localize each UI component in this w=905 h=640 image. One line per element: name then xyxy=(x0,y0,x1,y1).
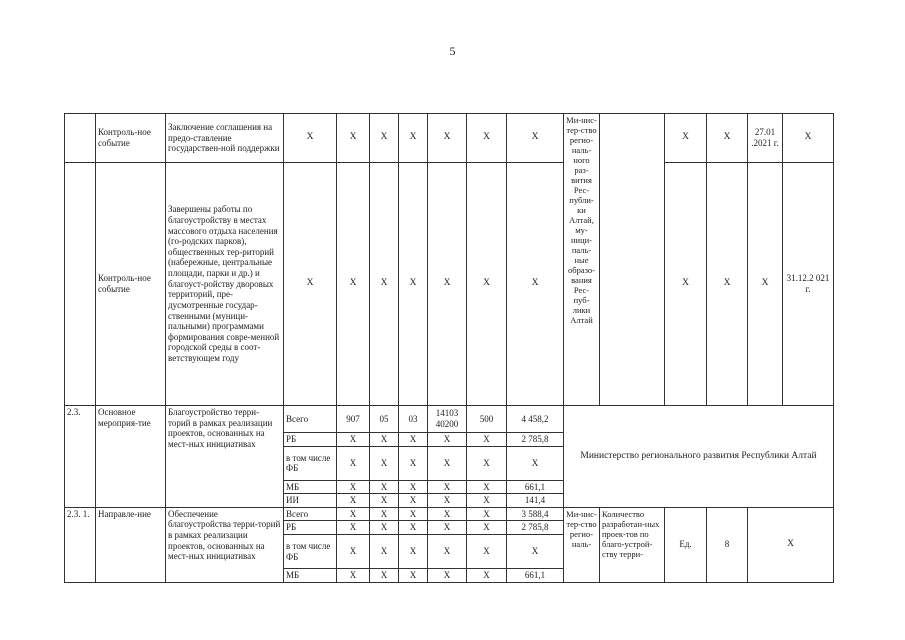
fin-source-cell: РБ xyxy=(284,521,337,535)
x-cell: X xyxy=(399,114,428,163)
fin-sum-cell: X xyxy=(507,446,564,480)
fin-code-cell: X xyxy=(399,494,428,508)
table-row xyxy=(65,406,834,433)
fin-source-cell: ИИ xyxy=(284,494,337,508)
fin-sum-cell: X xyxy=(507,535,564,569)
x-cell: X xyxy=(467,114,507,163)
program-table xyxy=(64,113,834,583)
fin-sum-cell: 141,4 xyxy=(507,494,564,508)
fin-code-cell: X xyxy=(428,494,467,508)
fin-code-cell: X xyxy=(399,446,428,480)
x-cell: X xyxy=(707,114,748,163)
x-cell: X xyxy=(748,163,783,406)
fin-code-cell: 03 xyxy=(399,406,428,433)
x-cell: X xyxy=(783,114,834,163)
fin-code-cell: X xyxy=(399,535,428,569)
fin-code-cell: X xyxy=(428,569,467,583)
date-cell: 27.01 .2021 г. xyxy=(748,114,783,163)
fin-code-cell: X xyxy=(428,480,467,494)
x-cell: X xyxy=(428,163,467,406)
fin-code-cell: X xyxy=(370,494,399,508)
fin-source-cell: Всего xyxy=(284,507,337,521)
fin-code-cell: X xyxy=(467,433,507,447)
fin-source-cell: МБ xyxy=(284,480,337,494)
fin-code-cell: X xyxy=(337,433,370,447)
fin-code-cell: X xyxy=(467,446,507,480)
indicator-cell: Количество разработан-ных проек-тов по благо-устрой-ству терри- xyxy=(600,507,665,582)
fin-code-cell: X xyxy=(337,535,370,569)
fin-code-cell: X xyxy=(370,433,399,447)
executor-vertical-cell: Ми-нис-тер-ство регио-наль- xyxy=(564,507,600,582)
row-type-cell: Контроль-ное событие xyxy=(96,114,166,163)
fin-code-cell: X xyxy=(337,480,370,494)
x-cell: X xyxy=(284,163,337,406)
row-text-cell: Заключение соглашения на предо-ставление государствен-ной поддержки xyxy=(166,114,284,163)
row-text-cell: Обеспечение благоустройства терри-торий в рамках реализации проектов, основанных на мест-ных инициативах xyxy=(166,507,284,582)
x-cell: X xyxy=(337,163,370,406)
fin-code-cell: X xyxy=(467,507,507,521)
fin-source-cell: в том числе ФБ xyxy=(284,535,337,569)
fin-code-cell: X xyxy=(370,569,399,583)
x-cell: X xyxy=(665,114,707,163)
row-text-cell: Завершены работы по благоустройству в местах массового отдыха населения (го-родских парков), общественных тер-риторий (набережные, центральные площади, парки и др.) и благоуст-ройству дворовых территорий, пре-дусмотренные государ-ственными (муници-пальными) программами формирования совре-менной городской среды в соот-ветствующем году xyxy=(166,163,284,406)
fin-code-cell: X xyxy=(370,507,399,521)
fin-code-cell: X xyxy=(399,433,428,447)
table-row xyxy=(65,114,834,163)
page-number: 5 xyxy=(449,44,456,58)
row-text-cell: Благоустройство терри-торий в рамках реализации проектов, основанных на мест-ных инициативах xyxy=(166,406,284,508)
row-type-cell: Направле-ние xyxy=(96,507,166,582)
fin-code-cell: X xyxy=(467,494,507,508)
fin-code-cell: 500 xyxy=(467,406,507,433)
unit-cell: Ед. xyxy=(665,507,707,582)
x-cell: X xyxy=(399,163,428,406)
fin-code-cell: 14103 40200 xyxy=(428,406,467,433)
num-cell: 2.3. 1. xyxy=(65,507,96,582)
date-cell: 31.12.2 021 г. xyxy=(783,163,834,406)
fin-code-cell: X xyxy=(399,480,428,494)
fin-source-cell: в том числе ФБ xyxy=(284,446,337,480)
x-cell: X xyxy=(665,163,707,406)
x-cell: X xyxy=(370,114,399,163)
fin-sum-cell: 661,1 xyxy=(507,480,564,494)
value-cell: 8 xyxy=(707,507,748,582)
fin-code-cell: X xyxy=(428,535,467,569)
table-row xyxy=(65,507,834,521)
fin-code-cell: X xyxy=(337,507,370,521)
x-cell: X xyxy=(337,114,370,163)
fin-code-cell: X xyxy=(467,521,507,535)
fin-code-cell: X xyxy=(428,446,467,480)
x-cell: X xyxy=(284,114,337,163)
fin-code-cell: X xyxy=(337,446,370,480)
fin-source-cell: МБ xyxy=(284,569,337,583)
fin-sum-cell: 2 785,8 xyxy=(507,433,564,447)
x-cell: X xyxy=(370,163,399,406)
x-cell: X xyxy=(428,114,467,163)
num-cell: 2.3. xyxy=(65,406,96,508)
row-type-cell: Основное мероприя-тие xyxy=(96,406,166,508)
fin-source-cell: РБ xyxy=(284,433,337,447)
fin-sum-cell: 4 458,2 xyxy=(507,406,564,433)
fin-sum-cell: 3 588,4 xyxy=(507,507,564,521)
indicator-empty-cell xyxy=(600,114,665,406)
fin-code-cell: X xyxy=(337,569,370,583)
fin-code-cell: X xyxy=(370,446,399,480)
fin-code-cell: 05 xyxy=(370,406,399,433)
fin-code-cell: X xyxy=(428,521,467,535)
fin-code-cell: X xyxy=(370,521,399,535)
fin-code-cell: 907 xyxy=(337,406,370,433)
fin-code-cell: X xyxy=(428,507,467,521)
fin-code-cell: X xyxy=(467,535,507,569)
num-cell xyxy=(65,163,96,406)
fin-source-cell: Всего xyxy=(284,406,337,433)
fin-code-cell: X xyxy=(399,507,428,521)
row-type-cell: Контроль-ное событие xyxy=(96,163,166,406)
fin-code-cell: X xyxy=(337,521,370,535)
x-cell: X xyxy=(707,163,748,406)
fin-code-cell: X xyxy=(399,521,428,535)
fin-sum-cell: 661,1 xyxy=(507,569,564,583)
fin-code-cell: X xyxy=(467,569,507,583)
fin-code-cell: X xyxy=(337,494,370,508)
fin-sum-cell: 2 785,8 xyxy=(507,521,564,535)
x-cell: X xyxy=(467,163,507,406)
x-cell: X xyxy=(507,114,564,163)
fin-code-cell: X xyxy=(370,535,399,569)
executor-vertical-cell: Ми-нис-тер-ство регио-наль-ного раз-вития Рес-публи-ки Алтай, му-ници-паль-ные образо-вания Рес-пуб-лики Алтай xyxy=(564,114,600,406)
x-cell: X xyxy=(507,163,564,406)
fin-code-cell: X xyxy=(399,569,428,583)
fin-code-cell: X xyxy=(428,433,467,447)
table-row xyxy=(65,163,834,406)
fin-code-cell: X xyxy=(467,480,507,494)
fin-code-cell: X xyxy=(370,480,399,494)
num-cell xyxy=(65,114,96,163)
executor-merged-cell: Министерство регионального развития Республики Алтай xyxy=(564,406,834,508)
x-cell: X xyxy=(748,507,834,582)
